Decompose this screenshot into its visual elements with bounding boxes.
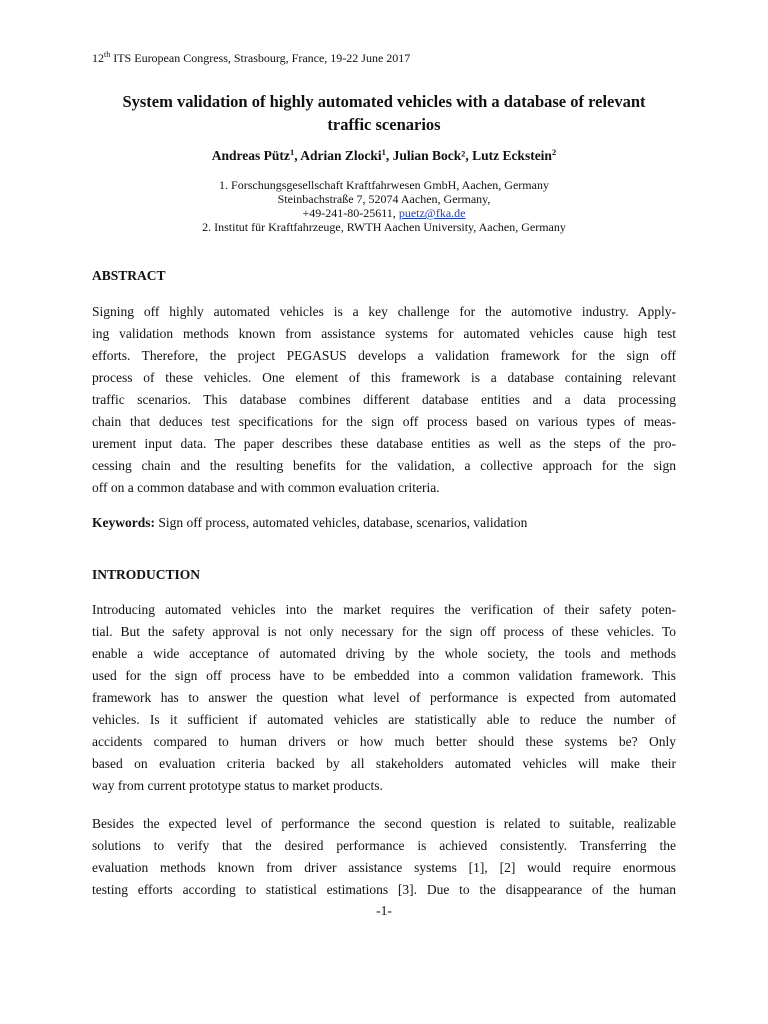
paper-title — [60, 90, 708, 136]
text-line: way from current prototype status to market products. — [92, 778, 383, 793]
text-line: off on a common database and with common evaluation criteria. — [92, 480, 440, 495]
title-line: System validation of highly automated vehicles with a database of relevant — [122, 92, 646, 111]
author-separator: , — [294, 148, 301, 163]
text-line: urement input data. The paper describes these database entities as well as the steps of the pro- — [92, 436, 676, 451]
email-link[interactable]: puetz@fka.de — [398, 206, 466, 220]
text-line: Besides the expected level of performance the second question is related to suitable, realizable — [92, 816, 676, 831]
text-line: cessing chain and the resulting benefits for the validation, a collective approach for the sign — [92, 458, 676, 473]
introduction-paragraph — [92, 599, 676, 797]
affiliation-line: 1. Forschungsgesellschaft Kraftfahrwesen GmbH, Aachen, Germany — [219, 178, 549, 192]
text-line: accidents compared to human drivers or how much better should these systems be? Only — [92, 734, 676, 749]
author-affiliation-mark: 1 — [289, 147, 295, 157]
keywords-label: Keywords: — [92, 515, 155, 530]
text-line: testing efforts according to statistical estimations [3]. Due to the disappearance of the human — [92, 882, 676, 897]
author-name: Adrian Zlocki — [300, 148, 382, 163]
text-line: tial. But the safety approval is not only necessary for the sign off process of these vehicles. To — [92, 624, 676, 639]
text-line: chain that deduces test specifications for the sign off process based on various types of meas- — [92, 414, 676, 429]
text-line: Signing off highly automated vehicles is a key challenge for the automotive industry. Apply- — [92, 304, 676, 319]
introduction-heading: INTRODUCTION — [92, 567, 201, 582]
author-affiliation-mark: 1 — [381, 147, 386, 157]
keywords — [92, 514, 676, 532]
author-name: Lutz Eckstein — [472, 148, 552, 163]
author-name: Julian Bock — [392, 148, 462, 163]
keywords-text: Sign off process, automated vehicles, database, scenarios, validation — [155, 515, 528, 530]
text-line: vehicles. Is it sufficient if automated vehicles are statistically able to reduce the number of — [92, 712, 676, 727]
text-line: used for the sign off process have to be embedded into a common validation framework. This — [92, 668, 676, 683]
author-name: Andreas Pütz — [211, 148, 290, 163]
text-line: process of these vehicles. One element of this framework is a database containing relevant — [92, 370, 676, 385]
affiliation-line: 2. Institut für Kraftfahrzeuge, RWTH Aachen University, Aachen, Germany — [202, 220, 566, 234]
conference-header — [92, 50, 410, 66]
affiliation-address: Steinbachstraße 7, 52074 Aachen, Germany, — [277, 192, 491, 206]
author-separator: , — [465, 148, 473, 163]
abstract-heading: ABSTRACT — [92, 268, 166, 283]
text-line: solutions to verify that the desired performance is achieved consistently. Transferring the — [92, 838, 676, 853]
affiliations — [60, 178, 708, 234]
text-line: evaluation methods known from driver assistance systems [1], [2] would require enormous — [92, 860, 676, 875]
text-line: framework has to answer the question what level of performance is expected from automated — [92, 690, 676, 705]
affiliation-contact — [60, 206, 708, 220]
title-line: traffic scenarios — [327, 115, 441, 134]
affiliation-phone: +49-241-80-25611, — [302, 206, 399, 220]
text-line: enable a wide acceptance of automated driving by the whole society, the tools and methods — [92, 646, 676, 661]
text-line: ing validation methods known from assistance systems for automated vehicles cause high test — [92, 326, 676, 341]
text-line: efforts. Therefore, the project PEGASUS develops a validation framework for the sign off — [92, 348, 676, 363]
text-line: traffic scenarios. This database combines different database entities and a data processing — [92, 392, 676, 407]
text-line: Introducing automated vehicles into the market requires the verification of their safety poten- — [92, 602, 676, 617]
introduction-paragraph — [92, 813, 676, 901]
author-affiliation-mark: 2 — [551, 147, 557, 157]
text-line: based on evaluation criteria backed by all stakeholders automated vehicles will make their — [92, 756, 676, 771]
header-rest: ITS European Congress, Strasbourg, France, 19-22 June 2017 — [110, 51, 411, 65]
header-number: 12 — [92, 51, 104, 65]
header-superscript: th — [104, 50, 111, 59]
abstract-paragraph — [92, 301, 676, 499]
page-number: -1- — [376, 903, 392, 918]
author-list — [60, 147, 708, 165]
author-separator: , — [385, 148, 393, 163]
author-affiliation-mark: ² — [461, 148, 466, 163]
